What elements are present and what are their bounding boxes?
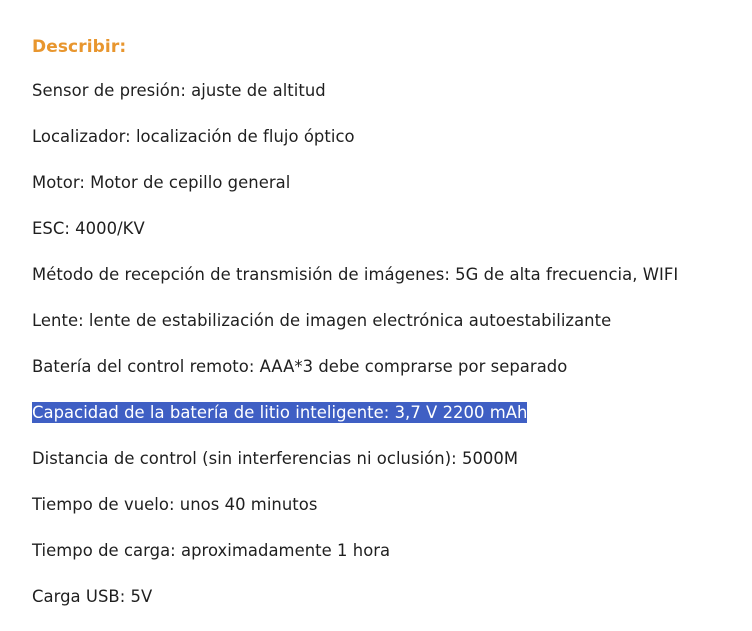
spec-esc[interactable]: ESC: 4000/KV [32, 219, 145, 238]
product-description [32, 33, 744, 631]
spec-image-transmission[interactable]: Método de recepción de transmisión de imágenes: 5G de alta frecuencia, WIFI [32, 265, 679, 284]
spec-lens[interactable]: Lente: lente de estabilización de imagen electrónica autoestabilizante [32, 311, 612, 330]
spec-flight-time[interactable]: Tiempo de vuelo: unos 40 minutos [32, 495, 318, 514]
section-heading: Describir: [32, 37, 127, 57]
spec-charge-time[interactable]: Tiempo de carga: aproximadamente 1 hora [32, 541, 391, 560]
spec-remote-battery[interactable]: Batería del control remoto: AAA*3 debe comprarse por separado [32, 357, 568, 376]
selected-text-highlight[interactable]: Capacidad de la batería de litio inteligente: 3,7 V 2200 mAh [32, 403, 528, 422]
spec-list [32, 79, 744, 609]
spec-pressure-sensor[interactable]: Sensor de presión: ajuste de altitud [32, 81, 326, 100]
spec-motor[interactable]: Motor: Motor de cepillo general [32, 173, 291, 192]
spec-locator[interactable]: Localizador: localización de flujo óptico [32, 127, 355, 146]
spec-usb-charge[interactable]: Carga USB: 5V [32, 587, 153, 606]
spec-control-distance[interactable]: Distancia de control (sin interferencias ni oclusión): 5000M [32, 449, 519, 468]
spec-battery-capacity[interactable] [32, 401, 744, 425]
